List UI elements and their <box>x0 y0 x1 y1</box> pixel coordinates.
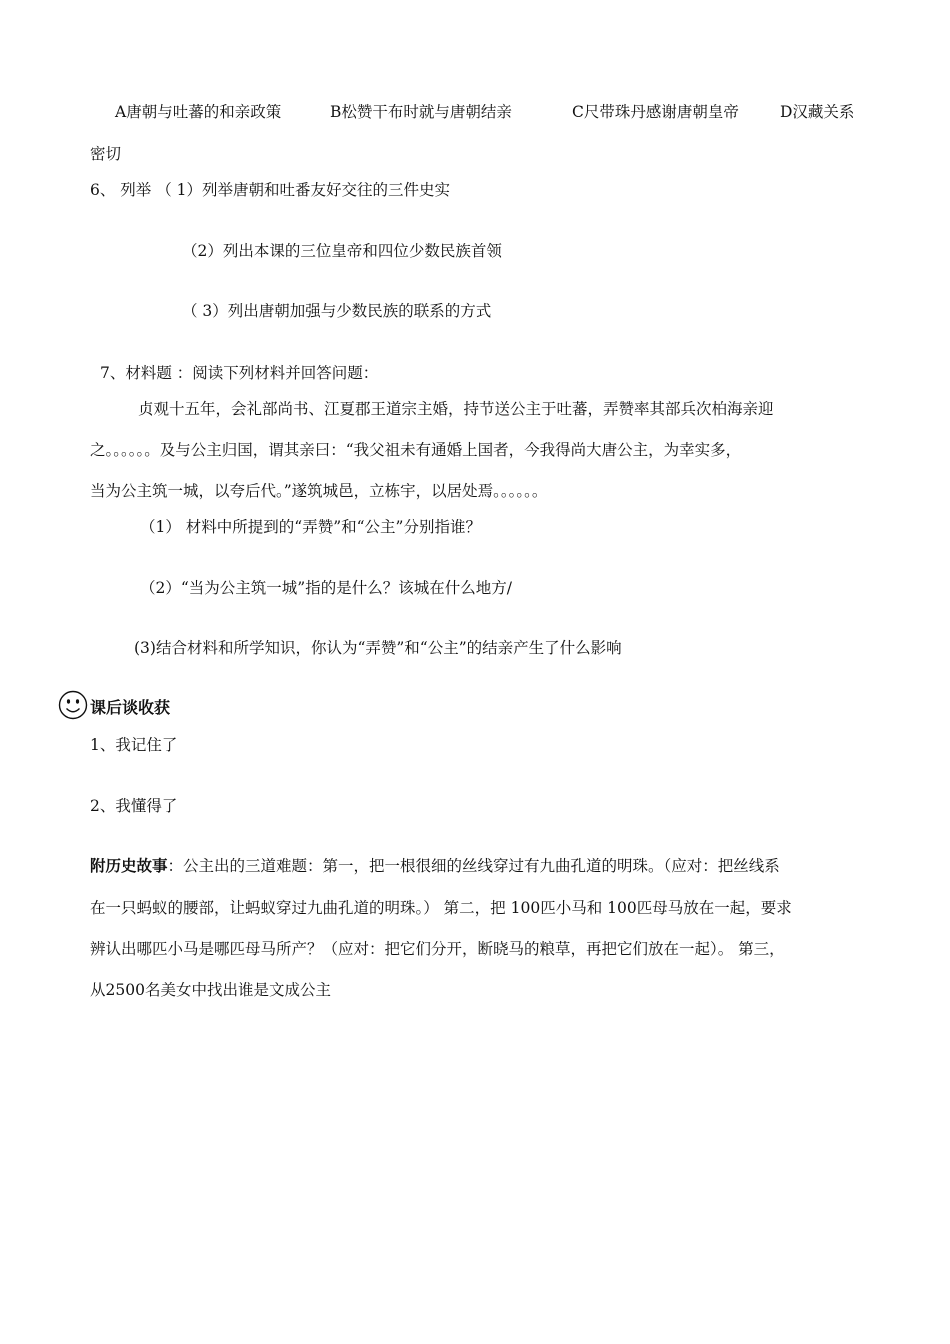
story-line-1 <box>90 856 780 876</box>
q7-material-line-1: 贞观十五年，会礼部尚书、江夏郡王道宗主婚，持节送公主于吐蕃，弄赞率其部兵次柏海亲迎 <box>138 400 774 418</box>
q5-option-b: B松赞干布时就与唐朝结亲 <box>330 103 512 121</box>
after-class-item-2: 2、我懂得了 <box>90 797 178 815</box>
after-class-heading: 课后谈收获 <box>90 698 171 717</box>
q6-line-1: 6、 列举 （ 1）列举唐朝和吐番友好交往的三件史实 <box>90 181 451 199</box>
q5-options <box>0 102 950 122</box>
after-class-item-1: 1、我记住了 <box>90 736 178 754</box>
q5-option-continuation: 密切 <box>90 145 122 163</box>
q6-line-2: （2）列出本课的三位皇帝和四位少数民族首领 <box>182 242 502 260</box>
q5-option-d: D汉藏关系 <box>780 103 855 121</box>
story-text-1: ：公主出的三道难题：第一，把一根很细的丝线穿过有九曲孔道的明珠。（应对：把丝线系 <box>167 857 780 875</box>
q7-sub-question-1: （1） 材料中所提到的“弄赞”和“公主”分别指谁？ <box>140 518 481 536</box>
q7-title: 7、材料题 ：阅读下列材料并回答问题： <box>100 364 379 382</box>
q6-line-3: （ 3）列出唐朝加强与少数民族的联系的方式 <box>182 302 492 320</box>
story-line-4: 从2500名美女中找出谁是文成公主 <box>90 981 331 999</box>
story-line-3: 辨认出哪匹小马是哪匹母马所产？（应对：把它们分开，断晓马的粮草，再把它们放在一起）。 第三， <box>90 940 785 958</box>
story-label: 附历史故事 <box>90 856 168 875</box>
smiley-icon <box>58 690 88 720</box>
q7-sub-question-3: (3)结合材料和所学知识，你认为“弄赞”和“公主”的结亲产生了什么影响 <box>134 639 622 657</box>
q7-material-line-3: 当为公主筑一城，以夸后代。”遂筑城邑，立栋宇，以居处焉。。。。。。 <box>90 482 548 500</box>
q5-option-c: C尺带珠丹感谢唐朝皇帝 <box>572 103 739 121</box>
q7-sub-question-2: （2）“当为公主筑一城”指的是什么？该城在什么地方/ <box>140 579 512 597</box>
story-line-2: 在一只蚂蚁的腰部，让蚂蚁穿过九曲孔道的明珠。） 第二，把 100匹小马和 100匹母马放在一起，要求 <box>90 899 792 917</box>
q5-option-a: A唐朝与吐蕃的和亲政策 <box>115 103 282 121</box>
q7-material-line-2: 之。。。。。。及与公主归国，谓其亲曰：“我父祖未有通婚上国者，今我得尚大唐公主，为幸实多， <box>90 441 742 459</box>
